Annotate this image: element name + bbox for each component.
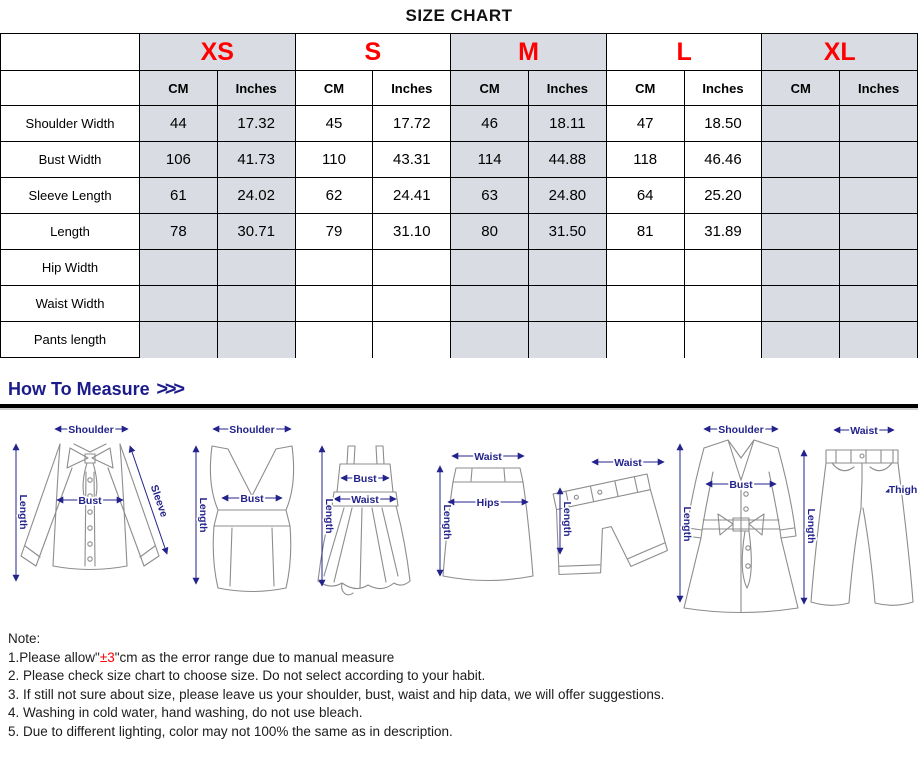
measurement-cell [762, 322, 840, 358]
chevrons-icon: >>> [156, 379, 182, 400]
measurement-cell: 62 [295, 178, 373, 214]
measurement-cell [140, 250, 218, 286]
measurement-cell [840, 178, 918, 214]
measurement-cell [762, 106, 840, 142]
measurement-cell: 46 [451, 106, 529, 142]
measurement-cell: 30.71 [217, 214, 295, 250]
note-heading: Note: [8, 631, 41, 646]
measurement-cell [840, 142, 918, 178]
figure-coat [680, 424, 798, 613]
measurement-cell: 43.31 [373, 142, 451, 178]
measurement-cell: 63 [451, 178, 529, 214]
measurement-cell [606, 322, 684, 358]
table-row-length [1, 214, 918, 250]
measurement-cell [140, 286, 218, 322]
unit-header-inches: Inches [840, 71, 918, 106]
unit-header-inches: Inches [373, 71, 451, 106]
measurement-cell: 31.50 [528, 214, 606, 250]
measurement-cell: 46.46 [684, 142, 762, 178]
figure-tank-top [196, 424, 294, 592]
measurement-cell: 17.32 [217, 106, 295, 142]
note-1-error-range: ±3 [99, 649, 115, 665]
measurement-cell: 61 [140, 178, 218, 214]
measurement-cell [762, 250, 840, 286]
note-line-4: 4. Washing in cold water, hand washing, do not use bleach. [8, 705, 363, 720]
measurement-cell: 64 [606, 178, 684, 214]
note-line-3: 3. If still not sure about size, please leave us your shoulder, bust, waist and hip data, we will offer suggestions. [8, 686, 665, 702]
measurement-cell [451, 250, 529, 286]
measurement-cell: 18.11 [528, 106, 606, 142]
measurement-cell [684, 250, 762, 286]
unit-header-cm: CM [295, 71, 373, 106]
measure-label: Length [323, 498, 335, 534]
measurement-cell [762, 142, 840, 178]
measure-label: Thigh [888, 484, 918, 496]
row-label: Waist Width [1, 286, 140, 322]
measurement-cell: 17.72 [373, 106, 451, 142]
measurement-cell: 44 [140, 106, 218, 142]
measurement-cell [762, 214, 840, 250]
row-label: Bust Width [1, 142, 140, 178]
measure-label: Waist [351, 494, 379, 506]
measurement-cell: 114 [451, 142, 529, 178]
measurement-cell [684, 322, 762, 358]
measurement-cell: 25.20 [684, 178, 762, 214]
note-line-2: 2. Please check size chart to choose size. Do not select according to your habit. [8, 668, 486, 683]
measurement-cell [295, 250, 373, 286]
measurement-cell: 31.89 [684, 214, 762, 250]
notes-section [8, 630, 918, 741]
measure-label: Hips [476, 497, 500, 509]
note-line-1 [8, 649, 918, 668]
measurement-cell [840, 106, 918, 142]
table-row-shoulder-width [1, 106, 918, 142]
note-1-post: "cm as the error range due to manual measure [114, 649, 395, 665]
row-label: Hip Width [1, 250, 140, 286]
unit-header-inches: Inches [217, 71, 295, 106]
unit-header-row [1, 71, 918, 106]
how-to-measure-heading [8, 379, 918, 401]
size-header-xl: XL [762, 34, 918, 71]
measurement-cell [217, 286, 295, 322]
row-label: Length [1, 214, 140, 250]
measure-label: Length [197, 497, 209, 533]
measure-label: Waist [614, 457, 642, 469]
measurement-cell: 106 [140, 142, 218, 178]
measurement-cell [762, 286, 840, 322]
row-label: Shoulder Width [1, 106, 140, 142]
measurement-cell [373, 250, 451, 286]
measurement-cell [373, 286, 451, 322]
how-to-measure-figures [0, 416, 918, 628]
measure-label: Length [561, 501, 573, 537]
corner-cell [1, 34, 140, 71]
measure-label: Bust [729, 479, 753, 491]
how-to-measure-text: How To Measure [8, 379, 150, 399]
measure-label: Length [441, 504, 453, 540]
measurement-cell: 80 [451, 214, 529, 250]
measure-label: Waist [850, 425, 878, 437]
measurement-cell: 81 [606, 214, 684, 250]
measure-label: Shoulder [68, 424, 114, 436]
measurement-cell [451, 322, 529, 358]
table-row-waist-width [1, 286, 918, 322]
note-1-pre: 1.Please allow" [8, 649, 100, 665]
row-label: Pants length [1, 322, 140, 358]
measurement-cell: 110 [295, 142, 373, 178]
unit-header-inches: Inches [684, 71, 762, 106]
figure-shorts [542, 457, 669, 581]
measurement-cell: 79 [295, 214, 373, 250]
measure-label: Bust [78, 495, 102, 507]
measurement-cell [840, 250, 918, 286]
measure-label: Length [805, 508, 817, 544]
figure-dress [318, 446, 410, 595]
measurement-cell [140, 322, 218, 358]
measurement-cell [295, 286, 373, 322]
table-row-hip-width [1, 250, 918, 286]
table-row-pants-length [1, 322, 918, 358]
measurement-cell [373, 322, 451, 358]
measurement-cell: 24.80 [528, 178, 606, 214]
measurement-cell [606, 250, 684, 286]
measure-label: Waist [474, 451, 502, 463]
measurement-cell: 41.73 [217, 142, 295, 178]
measurement-cell: 47 [606, 106, 684, 142]
measure-label: Shoulder [229, 424, 275, 436]
measurement-cell: 18.50 [684, 106, 762, 142]
measure-label: Sleeve [147, 483, 170, 519]
figure-pants [804, 425, 917, 605]
row-label: Sleeve Length [1, 178, 140, 214]
measure-label: Shoulder [718, 424, 764, 436]
figure-blouse [16, 424, 170, 581]
table-row-bust-width [1, 142, 918, 178]
size-header-xs: XS [140, 34, 296, 71]
measurement-cell [606, 286, 684, 322]
size-chart-table [0, 33, 918, 358]
measurement-cell [217, 322, 295, 358]
measurement-cell [217, 250, 295, 286]
size-header-s: S [295, 34, 451, 71]
size-header-m: M [451, 34, 607, 71]
measure-label: Length [681, 506, 693, 542]
measurement-cell [840, 322, 918, 358]
measure-label: Bust [240, 493, 264, 505]
measurement-cell: 31.10 [373, 214, 451, 250]
measurement-cell [840, 286, 918, 322]
measure-label: Length [17, 494, 29, 530]
note-line-5: 5. Due to different lighting, color may not 100% the same as in description. [8, 723, 453, 739]
measurement-cell: 78 [140, 214, 218, 250]
divider-rule [0, 404, 918, 410]
unit-header-inches: Inches [528, 71, 606, 106]
table-row-sleeve-length [1, 178, 918, 214]
measurement-cell [528, 250, 606, 286]
unit-header-cm: CM [140, 71, 218, 106]
measurement-cell: 45 [295, 106, 373, 142]
size-header-row [1, 34, 918, 71]
measure-label: Bust [353, 473, 377, 485]
measurement-cell: 24.41 [373, 178, 451, 214]
measurement-cell: 118 [606, 142, 684, 178]
measurement-cell [528, 322, 606, 358]
size-header-l: L [606, 34, 762, 71]
page-title: SIZE CHART [405, 6, 513, 25]
measurement-cell [840, 214, 918, 250]
measurement-cell [295, 322, 373, 358]
measurement-cell: 24.02 [217, 178, 295, 214]
unit-header-cm: CM [762, 71, 840, 106]
figure-skirt [440, 451, 533, 581]
measurement-cell [684, 286, 762, 322]
unit-header-cm: CM [606, 71, 684, 106]
measurement-cell [528, 286, 606, 322]
measurement-cell [451, 286, 529, 322]
measurement-cell: 44.88 [528, 142, 606, 178]
unit-header-cm: CM [451, 71, 529, 106]
measurement-cell [762, 178, 840, 214]
corner-cell-2 [1, 71, 140, 106]
